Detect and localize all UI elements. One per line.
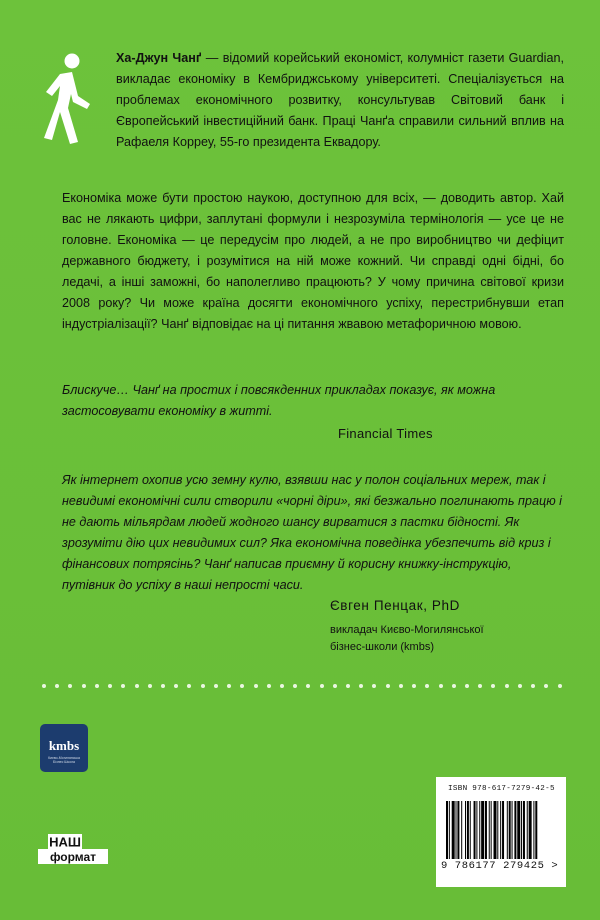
divider-dot xyxy=(187,684,191,688)
barcode-bar xyxy=(489,801,490,859)
barcode-bars xyxy=(446,801,558,859)
barcode-bar xyxy=(476,801,477,859)
reviewer-role-line2: бізнес-школи (kmbs) xyxy=(330,641,435,653)
barcode-bar xyxy=(509,801,511,859)
barcode-bar xyxy=(500,801,501,859)
divider-dot xyxy=(531,684,535,688)
divider-dot xyxy=(68,684,72,688)
barcode-bar xyxy=(467,801,469,859)
barcode-bar xyxy=(452,801,455,859)
book-description: Економіка може бути простою наукою, доступною для всіх, — доводить автор. Хай вас не лякають цифри, заплутані формули і незрозуміла термінологія — усе це не головне. Економіка — це передусім про людей, а не про виробництво чи дефіцит державного бюджету, і розумітися на ній може кожний. Чи справді одні бідні, бо ледачі, а інші заможні, бо наполегливо працюють? У чому причина світової кризи 2008 року? Чи може країна досягти економічного успіху, перестрибнувши етап індустріалізації? Чанґ відповідає на ці питання жвавою метафоричною мовою. xyxy=(62,191,564,331)
divider-dot xyxy=(306,684,310,688)
divider-dot xyxy=(412,684,416,688)
barcode-bar xyxy=(474,801,476,859)
divider-dot xyxy=(558,684,562,688)
barcode-bar xyxy=(457,801,459,859)
divider-dot xyxy=(254,684,258,688)
divider-dot xyxy=(465,684,469,688)
divider-dot xyxy=(478,684,482,688)
review-quote-ft: Блискуче… Чанґ на простих і повсякденних прикладах показує, як можна застосовувати економіку в житті. xyxy=(62,383,496,418)
divider-dot xyxy=(439,684,443,688)
divider-dot xyxy=(518,684,522,688)
barcode-bar xyxy=(446,801,448,859)
reviewer-role xyxy=(330,622,550,656)
kmbs-logo-title: kmbs xyxy=(48,738,80,753)
divider-dot xyxy=(505,684,509,688)
divider-dot xyxy=(121,684,125,688)
divider-dot xyxy=(399,684,403,688)
barcode-bar xyxy=(535,801,537,859)
barcode-bar xyxy=(470,801,471,859)
barcode-bar xyxy=(494,801,497,859)
divider-dot xyxy=(240,684,244,688)
barcode-bar xyxy=(521,801,522,859)
barcode-bar xyxy=(507,801,508,859)
divider-dot xyxy=(42,684,46,688)
divider-dot xyxy=(333,684,337,688)
divider-dot xyxy=(491,684,495,688)
barcode-bar xyxy=(461,801,462,859)
divider-dot xyxy=(359,684,363,688)
divider-dot xyxy=(95,684,99,688)
author-bio xyxy=(116,48,564,153)
dotted-divider xyxy=(42,682,562,690)
review-quote-pentsak: Як інтернет охопив усю земну кулю, взявши нас у полон соціальних мереж, так і невидимі економічні сили створили «чорні діри», які безжально поглинають працю і не дають мільярдам людей жодного шансу вирватися з пастки бідності. Як зрозуміти дію цих невидимих сил? Яка економічна поведінка убезпечить від криз і фінансових потрясінь? Чанґ написав приємну й корисну книжку-інструкцію, путівник до успіху в наші непрості часи. xyxy=(62,473,562,592)
divider-dot xyxy=(372,684,376,688)
reviewer-role-line1: викладач Києво-Могилянської xyxy=(330,624,484,636)
divider-dot xyxy=(544,684,548,688)
divider-dot xyxy=(452,684,456,688)
barcode-bar xyxy=(527,801,528,859)
isbn-text: ISBN 978-617-7279-42-5 xyxy=(448,785,555,793)
divider-dot xyxy=(148,684,152,688)
divider-dot xyxy=(425,684,429,688)
divider-dot xyxy=(174,684,178,688)
barcode-bar xyxy=(481,801,484,859)
publisher-logo-line2: формат xyxy=(49,850,97,864)
barcode-bar xyxy=(523,801,525,859)
barcode-bar xyxy=(497,801,498,859)
divider-dot xyxy=(280,684,284,688)
barcode-bar xyxy=(533,801,534,859)
kmbs-logo-subtitle: Києво-Могилянська Бізнес Школа xyxy=(48,756,80,764)
divider-dot xyxy=(227,684,231,688)
barcode-bar xyxy=(449,801,450,859)
divider-dot xyxy=(293,684,297,688)
divider-dot xyxy=(346,684,350,688)
barcode-bar xyxy=(512,801,513,859)
walking-man-icon xyxy=(38,52,96,144)
author-bio-text: — відомий корейський економіст, колумніст газети Guardian, викладає економіку в Кембриджському університеті. Спеціалізується на проблемах економічного розвитку, консультував Світовий банк і Європейський інвестиційний банк. Праці Чанґа справили сильний вплив на Рафаеля Корреу, 55-го президента Еквадору. xyxy=(116,51,564,149)
divider-dot xyxy=(108,684,112,688)
barcode-bar xyxy=(485,801,487,859)
barcode-area xyxy=(436,777,566,887)
barcode-bar xyxy=(465,801,466,859)
divider-dot xyxy=(55,684,59,688)
barcode-bar xyxy=(479,801,480,859)
barcode-bar xyxy=(456,801,457,859)
barcode-number: 9 786177 279425 > xyxy=(441,860,559,872)
barcode-bar xyxy=(491,801,492,859)
divider-dot xyxy=(201,684,205,688)
divider-dot xyxy=(82,684,86,688)
divider-dot xyxy=(214,684,218,688)
divider-dot xyxy=(135,684,139,688)
divider-dot xyxy=(320,684,324,688)
publisher-logo xyxy=(38,834,110,864)
reviewer-name: Євген Пенцак, PhD xyxy=(330,598,460,613)
barcode-bar xyxy=(517,801,520,859)
divider-dot xyxy=(267,684,271,688)
author-name: Ха-Джун Чанґ xyxy=(116,51,202,65)
publisher-logo-line1: НАШ xyxy=(49,834,81,850)
review-source-ft: Financial Times xyxy=(338,426,433,441)
barcode-bar xyxy=(514,801,516,859)
barcode-bar xyxy=(502,801,504,859)
kmbs-logo xyxy=(40,724,88,772)
divider-dot xyxy=(386,684,390,688)
barcode-bar xyxy=(529,801,532,859)
divider-dot xyxy=(161,684,165,688)
